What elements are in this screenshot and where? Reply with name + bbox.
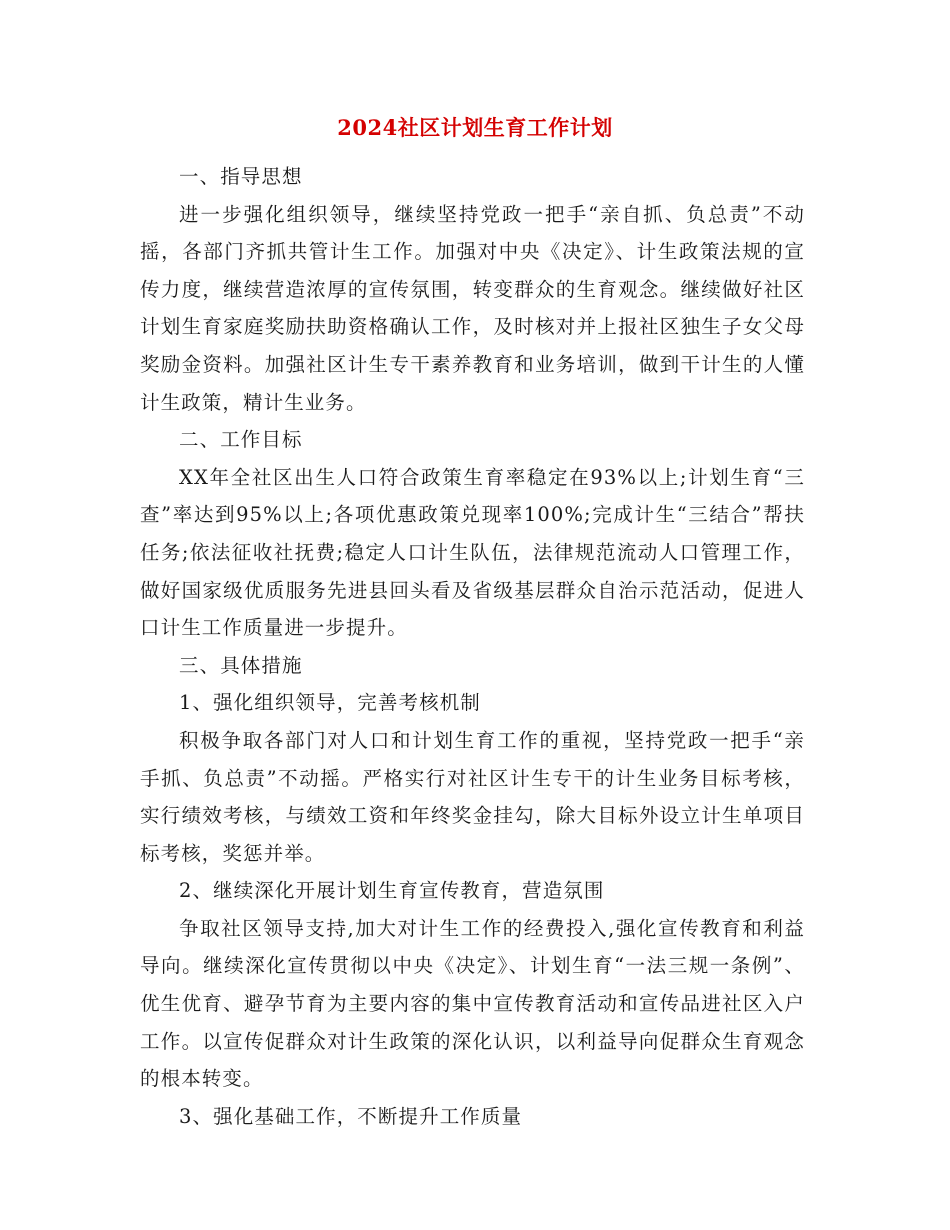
section-heading-specific-measures: 三、具体措施	[179, 653, 303, 677]
subheading-measure-1: 1、强化组织领导，完善考核机制	[179, 691, 481, 715]
document-body	[140, 158, 805, 1135]
paragraph-guiding-ideology: 进一步强化组织领导，继续坚持党政一把手“亲自抓、负总责”不动摇，各部门齐抓共管计生工作。加强对中央《决定》、计生政策法规的宣传力度，继续营造浓厚的宣传氛围，转变群众的生育观念。继续做好社区计划生育家庭奖励扶助资格确认工作，及时核对并上报社区独生子女父母奖励金资料。加强社区计生专干素养教育和业务培训，做到干计生的人懂计生政策，精计生业务。	[140, 202, 805, 414]
paragraph-measure-2: 争取社区领导支持,加大对计生工作的经费投入,强化宣传教育和利益导向。继续深化宣传贯彻以中央《决定》、计划生育“一法三规一条例”、优生优育、避孕节育为主要内容的集中宣传教育活动和宣传品进社区入户工作。以宣传促群众对计生政策的深化认识，以利益导向促群众生育观念的根本转变。	[140, 916, 805, 1091]
subheading-measure-3: 3、强化基础工作，不断提升工作质量	[179, 1104, 523, 1128]
document-title: 2024社区计划生育工作计划	[337, 115, 613, 140]
section-heading-work-goals: 二、工作目标	[179, 428, 303, 452]
section-heading-guiding-ideology: 一、指导思想	[179, 165, 303, 188]
paragraph-measure-1: 积极争取各部门对人口和计划生育工作的重视，坚持党政一把手“亲手抓、负总责”不动摇。严格实行对社区计生专干的计生业务目标考核，实行绩效考核，与绩效工资和年终奖金挂勾，除大目标外设立计生单项目标考核，奖惩并举。	[140, 728, 805, 865]
subheading-measure-2: 2、继续深化开展计划生育宣传教育，营造氛围	[179, 879, 605, 903]
paragraph-work-goals: XX年全社区出生人口符合政策生育率稳定在93%以上;计划生育“三查”率达到95%以上;各项优惠政策兑现率100%;完成计生“三结合”帮扶任务;依法征收社抚费;稳定人口计生队伍，法律规范流动人口管理工作，做好国家级优质服务先进县回头看及省级基层群众自治示范活动，促进人口计生工作质量进一步提升。	[140, 465, 805, 640]
